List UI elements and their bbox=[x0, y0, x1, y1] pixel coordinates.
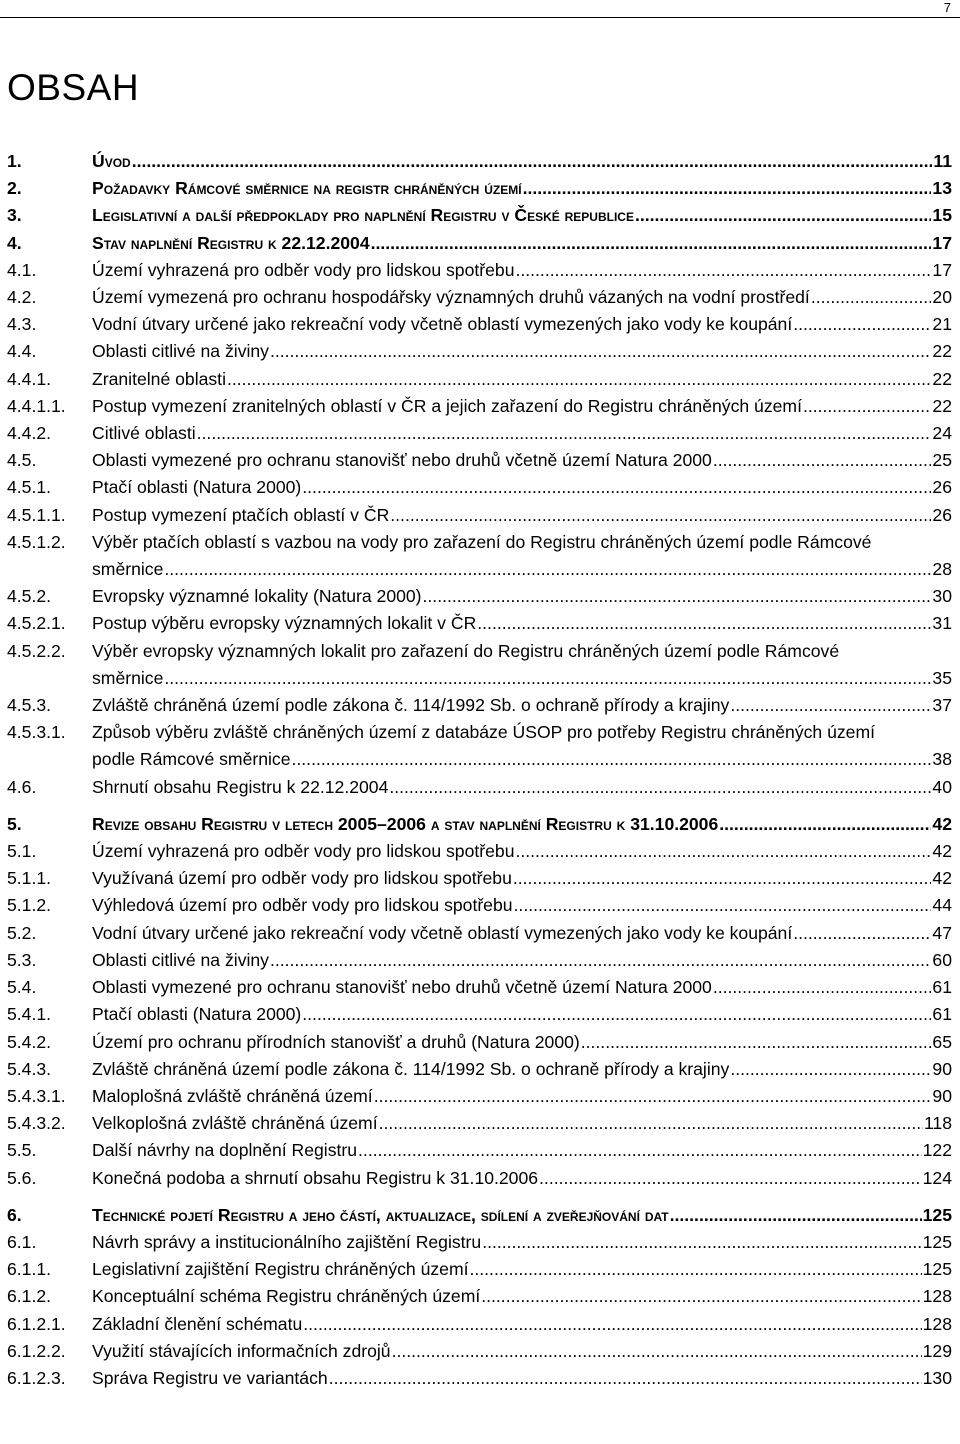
toc-entry-number: 5.1.2. bbox=[7, 895, 52, 916]
toc-entry-number: 4.5.2. bbox=[7, 586, 52, 607]
toc-entry-title: Návrh správy a institucionálního zajištění Registru bbox=[92, 1231, 482, 1252]
toc-entry[interactable] bbox=[7, 892, 952, 919]
toc-entry-title: Revize obsahu Registru v letech 2005–2006 a stav naplnění Registru k 31.10.2006 bbox=[92, 813, 719, 834]
toc-entry-body bbox=[92, 338, 952, 365]
toc-entry-body bbox=[92, 257, 952, 284]
toc-entry-number: 5.4.1. bbox=[7, 1004, 52, 1025]
toc-entry-page: 20 bbox=[931, 284, 952, 311]
toc-entry-number: 5.1.1. bbox=[7, 868, 52, 889]
toc-entry-page: 61 bbox=[931, 1001, 952, 1028]
toc-entry-title: Oblasti vymezené pro ochranu stanovišť nebo druhů včetně území Natura 2000 bbox=[92, 977, 712, 998]
toc-entry-number: 6. bbox=[7, 1204, 22, 1225]
toc-entry-page: 125 bbox=[922, 1256, 952, 1283]
toc-entry[interactable] bbox=[7, 1110, 952, 1137]
toc-entry-number: 4.6. bbox=[7, 776, 37, 797]
toc-entry[interactable] bbox=[7, 1229, 952, 1256]
toc-entry-title: Legislativní zajištění Registru chráněných území bbox=[92, 1259, 469, 1280]
toc-entry-number: 4.5.1.2. bbox=[7, 531, 66, 552]
toc-entry-page: 37 bbox=[931, 692, 952, 719]
toc-entry[interactable] bbox=[7, 1202, 952, 1229]
toc-entry-page: 128 bbox=[922, 1311, 952, 1338]
toc-entry-body bbox=[92, 610, 952, 637]
toc-entry-page: 17 bbox=[931, 257, 952, 284]
toc-entry-title: Zvláště chráněná území podle zákona č. 114/1992 Sb. o ochraně přírody a krajiny bbox=[92, 695, 730, 716]
toc-entry[interactable] bbox=[7, 610, 952, 637]
toc-entry[interactable] bbox=[7, 1001, 952, 1028]
toc-entry-title: Využívaná území pro odběr vody pro lidskou spotřebu bbox=[92, 868, 512, 889]
toc-entry[interactable] bbox=[7, 1311, 952, 1338]
toc-entry-page: 40 bbox=[931, 774, 952, 801]
toc-entry-body bbox=[92, 719, 952, 773]
toc-entry-title: Ptačí oblasti (Natura 2000) bbox=[92, 477, 302, 498]
toc-entry[interactable] bbox=[7, 583, 952, 610]
toc-entry-title: Ptačí oblasti (Natura 2000) bbox=[92, 1004, 302, 1025]
toc-entry-body bbox=[92, 920, 952, 947]
toc-entry[interactable] bbox=[7, 474, 952, 501]
toc-entry-title: Velkoplošná zvláště chráněná území bbox=[92, 1113, 378, 1134]
toc-entry-body bbox=[92, 811, 952, 838]
toc-entry-title: Požadavky Rámcové směrnice na registr chráněných území bbox=[92, 178, 522, 199]
toc-entry-title: Maloplošná zvláště chráněná území bbox=[92, 1085, 373, 1106]
toc-entry[interactable] bbox=[7, 719, 952, 773]
toc-entry[interactable] bbox=[7, 1256, 952, 1283]
toc-entry-page: 60 bbox=[931, 947, 952, 974]
toc-entry-body bbox=[92, 1083, 952, 1110]
toc-entry-number: 4.5. bbox=[7, 450, 37, 471]
toc-entry-body bbox=[92, 1311, 952, 1338]
toc-entry-number: 5. bbox=[7, 813, 22, 834]
toc-entry-title: Postup výběru evropsky významných lokalit v ČR bbox=[92, 613, 477, 634]
toc-entry-number: 4.5.2.2. bbox=[7, 640, 66, 661]
toc-entry-title: Stav naplnění Registru k 22.12.2004 bbox=[92, 232, 370, 253]
toc-entry-page: 22 bbox=[931, 393, 952, 420]
toc-entry[interactable] bbox=[7, 1137, 952, 1164]
toc-entry[interactable] bbox=[7, 393, 952, 420]
toc-entry-body bbox=[92, 1165, 952, 1192]
toc-entry-number: 2. bbox=[7, 178, 22, 199]
toc-entry-number: 4.5.3.1. bbox=[7, 722, 66, 743]
toc-entry-page: 35 bbox=[931, 665, 952, 692]
toc-entry-title: Vodní útvary určené jako rekreační vody včetně oblastí vymezených jako vody ke koupání bbox=[92, 314, 793, 335]
toc-entry-body bbox=[92, 366, 952, 393]
toc-entry-title: Zvláště chráněná území podle zákona č. 114/1992 Sb. o ochraně přírody a krajiny bbox=[92, 1058, 730, 1079]
toc-entry-title: Způsob výběru zvláště chráněných území z databáze ÚSOP pro potřeby Registru chráněných území podle Rámcové směrnice bbox=[92, 722, 875, 770]
toc-entry-title: Území pro ochranu přírodních stanovišť a druhů (Natura 2000) bbox=[92, 1031, 580, 1052]
toc-entry-body bbox=[92, 1365, 952, 1392]
toc-entry-body bbox=[92, 1056, 952, 1083]
toc-entry-title: Využití stávajících informačních zdrojů bbox=[92, 1340, 391, 1361]
toc-entry-page: 47 bbox=[931, 920, 952, 947]
toc-entry-title: Konečná podoba a shrnutí obsahu Registru k 31.10.2006 bbox=[92, 1167, 539, 1188]
toc-entry-page: 22 bbox=[931, 338, 952, 365]
toc-entry-number: 4. bbox=[7, 232, 22, 253]
toc-entry[interactable] bbox=[7, 529, 952, 583]
toc-entry-number: 1. bbox=[7, 151, 22, 171]
toc-entry-body bbox=[92, 175, 952, 202]
toc-entry-number: 4.3. bbox=[7, 314, 37, 335]
toc-entry-number: 6.1. bbox=[7, 1231, 37, 1252]
toc-entry-page: 129 bbox=[922, 1338, 952, 1365]
toc-entry-number: 4.1. bbox=[7, 259, 37, 280]
toc-entry-page: 11 bbox=[932, 148, 952, 175]
toc-entry-body bbox=[92, 1283, 952, 1310]
toc-entry-body bbox=[92, 838, 952, 865]
toc-entry-page: 90 bbox=[931, 1056, 952, 1083]
toc-entry-number: 5.4.3.1. bbox=[7, 1085, 66, 1106]
toc-entry-title: Legislativní a další předpoklady pro naplnění Registru v České republice bbox=[92, 205, 634, 226]
toc-entry-page: 28 bbox=[931, 556, 952, 583]
toc-entry[interactable] bbox=[7, 284, 952, 311]
toc-entry-number: 5.1. bbox=[7, 841, 37, 862]
toc-entry-body bbox=[92, 148, 952, 175]
toc-entry[interactable] bbox=[7, 447, 952, 474]
toc-entry[interactable] bbox=[7, 230, 952, 257]
toc-entry-page: 22 bbox=[931, 366, 952, 393]
toc-entry-body bbox=[92, 502, 952, 529]
toc-entry-title: Úvod bbox=[92, 151, 131, 171]
toc-entry-page: 130 bbox=[922, 1365, 952, 1392]
toc-entry[interactable] bbox=[7, 838, 952, 865]
toc-entry[interactable] bbox=[7, 175, 952, 202]
toc-entry[interactable] bbox=[7, 1056, 952, 1083]
toc-entry-title: Technické pojetí Registru a jeho částí, aktualizace, sdílení a zveřejňování dat bbox=[92, 1204, 669, 1225]
toc-entry-page: 118 bbox=[923, 1110, 952, 1137]
toc-entry-title: Vodní útvary určené jako rekreační vody včetně oblastí vymezených jako vody ke koupání bbox=[92, 922, 793, 943]
toc-entry-title: Oblasti citlivé na živiny bbox=[92, 341, 269, 362]
toc-entry-title: Oblasti vymezené pro ochranu stanovišť nebo druhů včetně území Natura 2000 bbox=[92, 450, 712, 471]
toc-entry-body bbox=[92, 1338, 952, 1365]
toc-entry[interactable] bbox=[7, 947, 952, 974]
toc-entry-body bbox=[92, 774, 952, 801]
toc-entry-body bbox=[92, 1029, 952, 1056]
toc-entry-number: 5.4.3. bbox=[7, 1058, 52, 1079]
toc-entry-title: Území vymezená pro ochranu hospodářsky významných druhů vázaných na vodní prostředí bbox=[92, 287, 810, 308]
toc-entry[interactable] bbox=[7, 1083, 952, 1110]
toc-entry-page: 42 bbox=[931, 811, 952, 838]
toc-entry-body bbox=[92, 947, 952, 974]
toc-entry[interactable] bbox=[7, 1165, 952, 1192]
toc-entry-body bbox=[92, 420, 952, 447]
toc-entry-number: 3. bbox=[7, 205, 22, 226]
toc-entry-body bbox=[92, 1137, 952, 1164]
toc-entry-title: Území vyhrazená pro odběr vody pro lidskou spotřebu bbox=[92, 841, 515, 862]
toc-entry-number: 6.1.2. bbox=[7, 1286, 52, 1307]
toc-entry-number: 5.2. bbox=[7, 922, 37, 943]
toc-entry-number: 4.2. bbox=[7, 287, 37, 308]
toc-entry[interactable] bbox=[7, 366, 952, 393]
toc-entry-number: 4.5.3. bbox=[7, 695, 52, 716]
toc-entry-title: Konceptuální schéma Registru chráněných území bbox=[92, 1286, 481, 1307]
toc-entry[interactable] bbox=[7, 1338, 952, 1365]
toc-entry[interactable] bbox=[7, 420, 952, 447]
toc-entry[interactable] bbox=[7, 811, 952, 838]
toc-entry-number: 4.5.2.1. bbox=[7, 613, 66, 634]
toc-entry-number: 4.4.1.1. bbox=[7, 395, 66, 416]
toc-entry-title: Postup vymezení ptačích oblastí v ČR bbox=[92, 504, 390, 525]
toc-entry-body bbox=[92, 892, 952, 919]
toc-entry-body bbox=[92, 447, 952, 474]
toc-entry-number: 5.4. bbox=[7, 977, 37, 998]
toc-entry-body bbox=[92, 311, 952, 338]
toc-entry[interactable] bbox=[7, 148, 952, 175]
toc-entry-page: 122 bbox=[922, 1137, 952, 1164]
toc-entry-page: 42 bbox=[931, 838, 952, 865]
toc-entry-body bbox=[92, 474, 952, 501]
toc-entry-page: 31 bbox=[931, 610, 952, 637]
toc-entry-body bbox=[92, 284, 952, 311]
toc-entry[interactable] bbox=[7, 1283, 952, 1310]
toc-entry-body bbox=[92, 529, 952, 583]
toc-entry-page: 65 bbox=[931, 1029, 952, 1056]
toc-entry-title: Citlivé oblasti bbox=[92, 423, 196, 444]
toc-entry-body bbox=[92, 583, 952, 610]
toc-entry-title: Zranitelné oblasti bbox=[92, 368, 226, 389]
toc-entry-number: 5.4.2. bbox=[7, 1031, 52, 1052]
toc-entry-page: 25 bbox=[931, 447, 952, 474]
toc-entry-page: 61 bbox=[931, 974, 952, 1001]
toc-entry-body bbox=[92, 1202, 952, 1229]
toc-entry[interactable] bbox=[7, 502, 952, 529]
toc-entry[interactable] bbox=[7, 638, 952, 692]
toc-entry-page: 26 bbox=[931, 502, 952, 529]
toc-entry-page: 17 bbox=[931, 230, 952, 257]
toc-entry-number: 4.5.1. bbox=[7, 477, 52, 498]
toc-entry-body bbox=[92, 393, 952, 420]
toc-entry-title: Výhledová území pro odběr vody pro lidskou spotřebu bbox=[92, 895, 513, 916]
toc-entry[interactable] bbox=[7, 865, 952, 892]
toc-entry-page: 24 bbox=[931, 420, 952, 447]
toc-entry[interactable] bbox=[7, 920, 952, 947]
toc-entry-number: 4.4. bbox=[7, 341, 37, 362]
toc-entry-number: 6.1.2.2. bbox=[7, 1340, 66, 1361]
toc-entry-number: 6.1.1. bbox=[7, 1259, 52, 1280]
toc-entry-page: 21 bbox=[931, 311, 952, 338]
toc-entry-body bbox=[92, 1001, 952, 1028]
toc-entry-title: Výběr ptačích oblastí s vazbou na vody pro zařazení do Registru chráněných území podle Rámcové směrnice bbox=[92, 531, 872, 580]
toc-entry-page: 13 bbox=[931, 175, 952, 202]
toc-entry-page: 42 bbox=[931, 865, 952, 892]
toc-entry-page: 15 bbox=[931, 202, 952, 229]
toc-entry-page: 90 bbox=[931, 1083, 952, 1110]
toc-entry-page: 26 bbox=[931, 474, 952, 501]
page-number: 7 bbox=[943, 0, 951, 15]
toc-entry-page: 124 bbox=[922, 1165, 952, 1192]
toc-entry-body bbox=[92, 865, 952, 892]
toc-entry[interactable] bbox=[7, 1029, 952, 1056]
table-of-contents bbox=[7, 148, 952, 1392]
page-title: OBSAH bbox=[7, 67, 140, 108]
toc-entry[interactable] bbox=[7, 974, 952, 1001]
toc-entry-number: 5.3. bbox=[7, 949, 37, 970]
toc-entry-page: 125 bbox=[922, 1229, 952, 1256]
toc-entry-body bbox=[92, 974, 952, 1001]
toc-entry-body bbox=[92, 1256, 952, 1283]
toc-entry-number: 4.4.1. bbox=[7, 368, 52, 389]
toc-entry-number: 5.4.3.2. bbox=[7, 1113, 66, 1134]
toc-entry[interactable] bbox=[7, 692, 952, 719]
toc-entry-page: 44 bbox=[931, 892, 952, 919]
toc-entry-title: Další návrhy na doplnění Registru bbox=[92, 1140, 358, 1161]
header-rule bbox=[0, 17, 960, 18]
toc-entry-body bbox=[92, 230, 952, 257]
toc-entry-page: 128 bbox=[922, 1283, 952, 1310]
toc-entry[interactable] bbox=[7, 338, 952, 365]
toc-entry-number: 6.1.2.1. bbox=[7, 1313, 66, 1334]
toc-entry-title: Shrnutí obsahu Registru k 22.12.2004 bbox=[92, 776, 389, 797]
toc-entry-number: 5.5. bbox=[7, 1140, 37, 1161]
toc-entry-body bbox=[92, 1229, 952, 1256]
toc-entry[interactable] bbox=[7, 1365, 952, 1392]
toc-entry-body bbox=[92, 638, 952, 692]
toc-entry-number: 5.6. bbox=[7, 1167, 37, 1188]
toc-entry-page: 125 bbox=[922, 1202, 952, 1229]
toc-entry-page: 30 bbox=[931, 583, 952, 610]
toc-entry-title: Základní členění schématu bbox=[92, 1313, 303, 1334]
toc-entry[interactable] bbox=[7, 202, 952, 229]
toc-entry-number: 6.1.2.3. bbox=[7, 1367, 66, 1388]
toc-entry-number: 4.4.2. bbox=[7, 423, 52, 444]
toc-entry[interactable] bbox=[7, 774, 952, 801]
toc-entry[interactable] bbox=[7, 311, 952, 338]
toc-entry-title: Správa Registru ve variantách bbox=[92, 1367, 328, 1388]
toc-entry-title: Výběr evropsky významných lokalit pro zařazení do Registru chráněných území podle Rámcové směrnice bbox=[92, 640, 840, 688]
toc-entry-page: 38 bbox=[931, 746, 952, 773]
toc-entry-body bbox=[92, 202, 952, 229]
toc-entry-number: 4.5.1.1. bbox=[7, 504, 66, 525]
toc-entry-title: Území vyhrazená pro odběr vody pro lidskou spotřebu bbox=[92, 259, 515, 280]
toc-entry-title: Oblasti citlivé na živiny bbox=[92, 949, 269, 970]
toc-entry-title: Evropsky významné lokality (Natura 2000) bbox=[92, 586, 422, 607]
toc-entry-body bbox=[92, 1110, 952, 1137]
toc-entry-body bbox=[92, 692, 952, 719]
toc-entry[interactable] bbox=[7, 257, 952, 284]
toc-entry-title: Postup vymezení zranitelných oblastí v ČR a jejich zařazení do Registru chráněných území bbox=[92, 395, 802, 416]
